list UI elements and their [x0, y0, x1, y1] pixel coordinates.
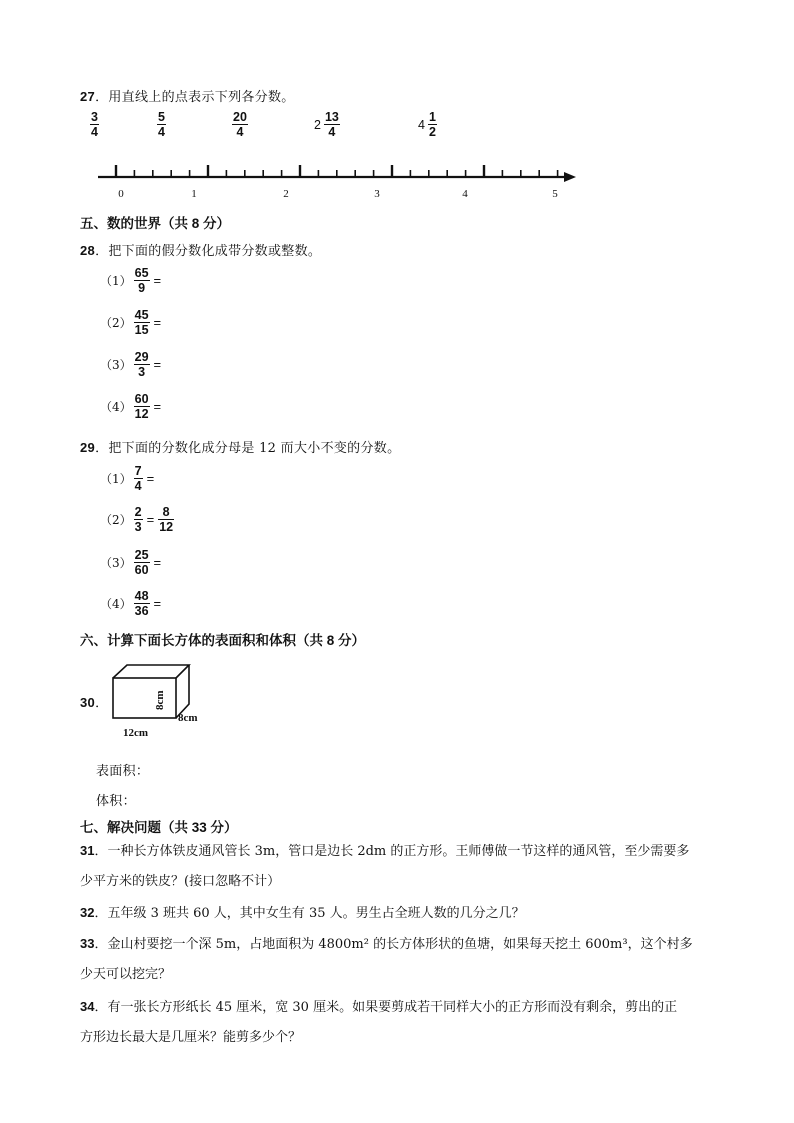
cuboid-length-label: 12cm	[123, 727, 149, 739]
question-31: 31．一种长方体铁皮通风管长 3m，管口是边长 2dm 的正方形。王师傅做一节这样的通风管，至少需要多 少平方米的铁皮？(接口忽略不计）	[80, 843, 690, 889]
q29-item-4: （4） $\frac{48}{36}$ =	[100, 589, 162, 618]
question-28-stem	[80, 240, 321, 259]
surface-area-label: 表面积：	[96, 764, 150, 779]
section-6-title: 六、计算下面长方体的表面积和体积（共 8 分）	[80, 633, 366, 648]
fraction-0: $\frac{3}{4}$	[91, 110, 98, 139]
q28-item-4: （4） $\frac{60}{12}$ =	[100, 392, 162, 421]
q29-item-2: （2） $\frac{2}{3}$ = $\frac{8}{12}$	[100, 505, 174, 534]
cuboid-front-face	[113, 678, 176, 718]
fraction-2: $\frac{20}{4}$	[233, 110, 247, 139]
question-30-number: 30．	[80, 695, 109, 711]
question-34: 34．有一张长方形纸长 45 厘米，宽 30 厘米。如果要剪成若干同样大小的正方形而没有剩余，剪出的正 方形边长最大是几厘米？能剪多少个？	[80, 999, 678, 1045]
q28-item-3: （3） $\frac{29}{3}$ =	[100, 350, 162, 379]
section-5-title: 五、数的世界（共 8 分）	[80, 216, 231, 231]
volume-label: 体积：	[96, 794, 136, 809]
q28-item-1: （1） $\frac{65}{9}$ =	[100, 266, 162, 295]
tick-label-2: 2	[283, 188, 289, 200]
cuboid-depth-label: 8cm	[178, 712, 198, 724]
number-line-ticks	[116, 165, 558, 177]
tick-label-1: 1	[191, 188, 197, 200]
question-number: 28	[80, 243, 96, 258]
question-33: 33．金山村要挖一个深 5m，占地面积为 4800m² 的长方体形状的鱼塘，如果每天挖土 600m³，这个村多 少天可以挖完？	[80, 936, 693, 982]
question-number: 27	[80, 89, 96, 104]
fraction-1: $\frac{5}{4}$	[158, 110, 165, 139]
number-line	[90, 160, 580, 206]
tick-label-0: 0	[118, 188, 124, 200]
q29-item-1: （1） $\frac{7}{4}$ =	[100, 464, 155, 493]
q28-item-2: （2） $\frac{45}{15}$ =	[100, 308, 162, 337]
tick-label-3: 3	[374, 188, 380, 200]
question-text: ．把下面的分数化成分母是 12 而大小不变的分数。	[95, 441, 401, 456]
cuboid-height-label: 8cm	[154, 690, 166, 710]
tick-label-5: 5	[552, 188, 558, 200]
question-number: 29	[80, 440, 96, 455]
fraction-4: 4 $\frac{1}{2}$	[418, 110, 436, 139]
question-text: ．把下面的假分数化成带分数或整数。	[95, 244, 322, 259]
number-line-labels	[118, 188, 558, 200]
question-text: ．用直线上的点表示下列各分数。	[95, 90, 295, 105]
q29-example-answer: $\frac{8}{12}$	[159, 505, 174, 534]
question-29-stem	[80, 437, 400, 456]
cuboid-diagram	[105, 660, 215, 742]
q29-item-3: （3） $\frac{25}{60}$ =	[100, 548, 162, 577]
fraction-3: 2 $\frac{13}{4}$	[314, 110, 339, 139]
tick-label-4: 4	[462, 188, 468, 200]
cuboid-top-face	[113, 665, 189, 678]
cuboid-side-face	[176, 665, 189, 718]
question-32: 32．五年级 3 班共 60 人，其中女生有 35 人。男生占全班人数的几分之几？	[80, 905, 525, 921]
number-line-arrow-icon	[564, 172, 576, 182]
section-7-title: 七、解决问题（共 33 分）	[80, 820, 238, 835]
question-27-stem	[80, 86, 295, 105]
